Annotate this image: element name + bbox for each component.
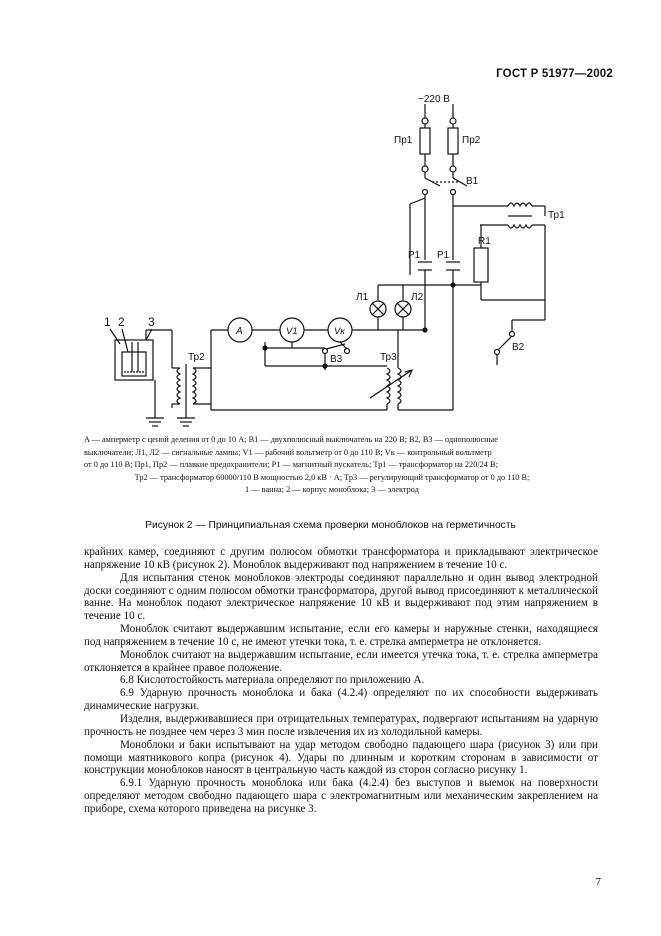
label-tp2: Тр2 — [188, 352, 205, 363]
label-r1: R1 — [478, 236, 491, 247]
paragraph: 6.9 Ударную прочность моноблока и бака (4.2.4) определяют по их способности выдерживать динамические нагрузки. — [84, 687, 598, 713]
label-tp3: Тр3 — [380, 352, 397, 363]
legend-line: Тр2 — трансформатор 60000/110 В мощностью 2,0 кВ · А; Тр3 — регулирующий трансформатор от 0 до 110 В; — [134, 472, 530, 482]
label-b1: В1 — [466, 176, 479, 187]
page-number: 7 — [595, 876, 601, 888]
paragraph: Моноблоки и баки испытывают на удар методом свободно падающего шара (рисунок 3) или при помощи маятникового копра (рисунок 4). Удары по длинным и коротким сторонам в зависимости от конструкции моноблоков наносят в центральную часть каждой из сторон согласно рисунку 1. — [84, 738, 598, 777]
fuse-pr1 — [420, 128, 430, 154]
switch-b1 — [425, 178, 467, 186]
label-l1: Л1 — [356, 292, 369, 303]
switch-b3 — [323, 342, 350, 354]
supply-label: ~220 В — [418, 94, 450, 105]
figure-caption: Рисунок 2 — Принципиальная схема проверки моноблоков на герметичность — [145, 520, 516, 531]
paragraph: Моноблок считают выдержавшим испытание, если его камеры и наружные стенки, находящиеся под напряжением в течение 10 с, не имеют утечки тока, т. е. стрелка амперметра не отклоняется. — [84, 623, 598, 648]
label-pr2: Пр2 — [462, 135, 481, 146]
label-n1: 1 — [104, 315, 111, 329]
standard-header: ГОСТ Р 51977—2002 — [496, 68, 613, 80]
ground-symbol — [146, 380, 164, 426]
label-a: A — [236, 326, 243, 337]
figure-legend — [84, 434, 580, 497]
label-tp1: Тр1 — [548, 210, 565, 221]
fuse-pr2 — [448, 128, 458, 154]
body-text — [84, 546, 598, 816]
relay-r1 — [474, 248, 488, 282]
label-l2: Л2 — [411, 292, 424, 303]
circuit-diagram — [0, 0, 661, 440]
paragraph: Моноблок считают на выдержавшим испытание, если имеется утечка тока, т. е. стрелка амперметра отклоняется в крайнее правое положение. — [84, 648, 598, 674]
legend-line: от 0 до 110 В; Пр1, Пр2 — плавкие предохранители; Р1 — магнитный пускатель; Тр1 — трансформатор на 220/24 В; — [84, 460, 498, 470]
label-v1: V1 — [286, 326, 298, 337]
paragraph: 6.8 Кислотостойкость материала определяют по приложению А. — [120, 674, 425, 687]
legend-line: 1 — ванна; 2 — корпус моноблока; 3 — электрод — [245, 485, 419, 495]
transformer-tp2 — [177, 364, 196, 408]
label-p1-left: Р1 — [408, 250, 421, 261]
label-p1-right: Р1 — [437, 250, 450, 261]
label-n2: 2 — [118, 315, 125, 329]
lamp-l1 — [370, 301, 386, 317]
contactor-p1 — [418, 262, 460, 270]
paragraph: Для испытания стенок моноблоков электроды соединяют параллельно и один вывод электродной доски соединяют с одним полюсом обмотки трансформатора, другой вывод присоединяют к металлической ванне. На моноблок подают электрическое напряжение 10 кВ и выдерживают под этим напряжением в течение 10 с. — [84, 571, 598, 623]
transformer-tp3 — [370, 368, 412, 404]
ground-symbol — [177, 408, 195, 426]
paragraph: крайних камер, соединяют с другим полюсом обмотки трансформатора и прикладывают электрическое напряжение 10 кВ (рисунок 2). Моноблок выдерживают под напряжением в течение 10 с. — [84, 546, 598, 571]
legend-line: A — амперметр с ценой деления от 0 до 10 А; В1 — двухполюсный выключатель на 220 В; В2, В3 — однополюсные — [84, 435, 498, 444]
legend-line: выключатели; Л1, Л2 — сигнальные лампы; V1 — рабочий вольтметр от 0 до 110 В; Vк — контрольный вольтметр — [84, 447, 492, 457]
paragraph: 6.9.1 Ударную прочность моноблока или бака (4.2.4) без выступов и выемок на поверхности определяют методом свободно падающего шара с электромагнитным или механическим закреплением на приборе, схема которого приведена на рисунке 3. — [84, 777, 598, 815]
label-pr1: Пр1 — [394, 135, 413, 146]
lamp-l2 — [395, 301, 411, 317]
label-b3: В3 — [330, 354, 343, 365]
paragraph: Изделия, выдерживавшиеся при отрицательных температурах, подвергают испытаниям на ударную прочность не позднее чем через 3 мин после извлечения их из холодильной камеры. — [84, 712, 598, 738]
label-vk: Vк — [334, 326, 345, 337]
label-n3: 3 — [148, 315, 155, 329]
label-b2: В2 — [512, 342, 525, 353]
